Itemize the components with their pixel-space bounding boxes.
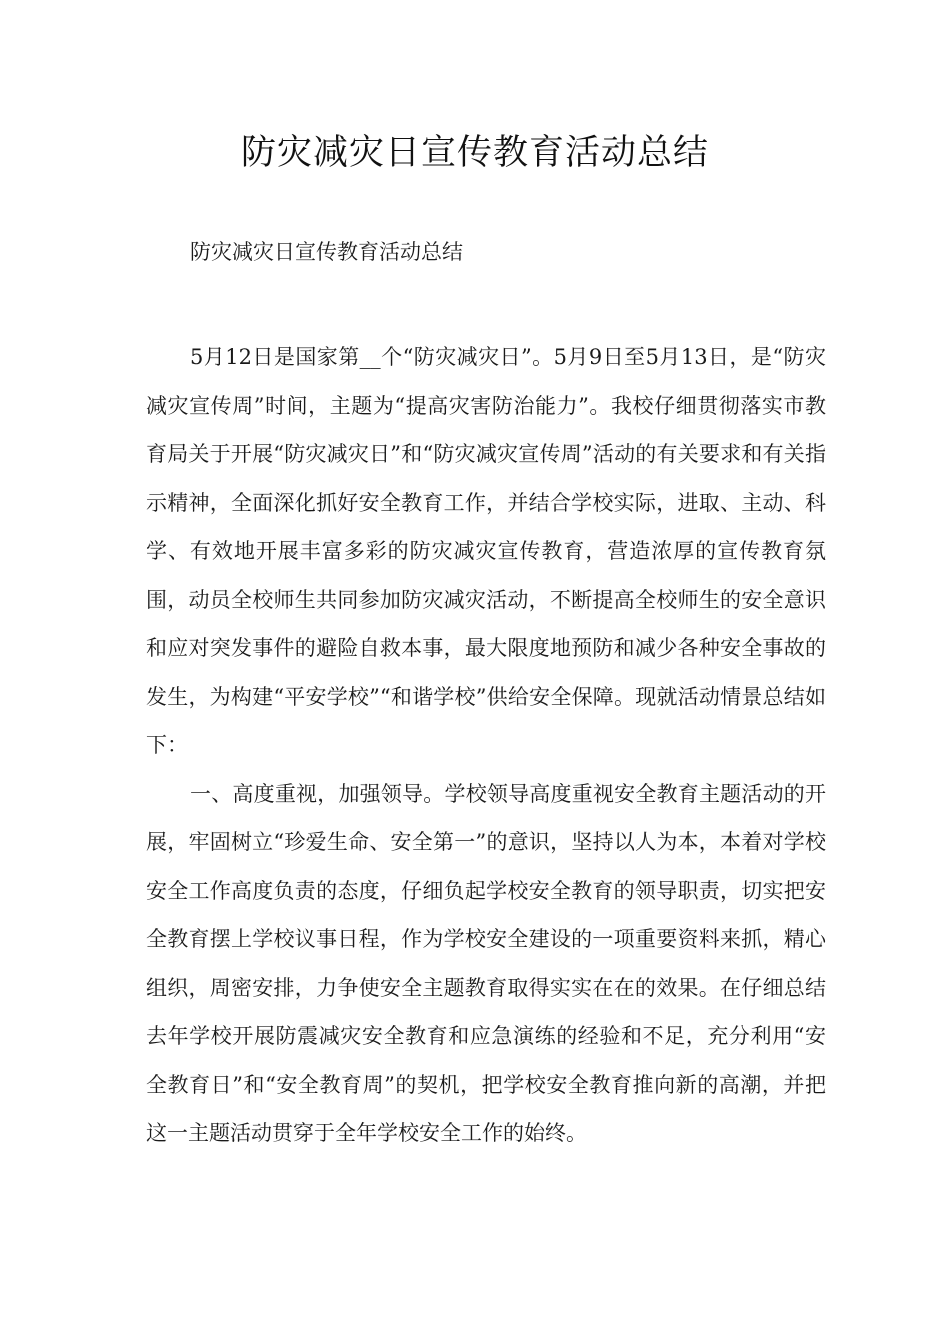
paragraph-section-one: 一、高度重视，加强领导。学校领导高度重视安全教育主题活动的开展，牢固树立“珍爱生命、安全第一”的意识，坚持以人为本，本着对学校安全工作高度负责的态度，仔细负起学校安全教育的领导职责，切实把安全教育摆上学校议事日程，作为学校安全建设的一项重要资料来抓，精心组织，周密安排，力争使安全主题教育取得实实在在的效果。在仔细总结去年学校开展防震减灾安全教育和应急演练的经验和不足，充分利用“安全教育日”和“安全教育周”的契机，把学校安全教育推向新的高潮，并把这一主题活动贯穿于全年学校安全工作的始终。 [146,781,826,1145]
document-body [146,333,826,1158]
document-title: 防灾减灾日宣传教育活动总结 [240,133,709,173]
paragraph-intro: 5月12日是国家第__个“防灾减灾日”。5月9日至5月13日，是“防灾减灾宣传周”时间，主题为“提高灾害防治能力”。我校仔细贯彻落实市教育局关于开展“防灾减灾日”和“防灾减灾宣传周”活动的有关要求和有关指示精神，全面深化抓好安全教育工作，并结合学校实际，进取、主动、科学、有效地开展丰富多彩的防灾减灾宣传教育，营造浓厚的宣传教育氛围，动员全校师生共同参加防灾减灾活动，不断提高全校师生的安全意识和应对突发事件的避险自救本事，最大限度地预防和减少各种安全事故的发生，为构建“平安学校”“和谐学校”供给安全保障。现就活动情景总结如下： [146,345,826,757]
document-subtitle: 防灾减灾日宣传教育活动总结 [190,240,463,264]
